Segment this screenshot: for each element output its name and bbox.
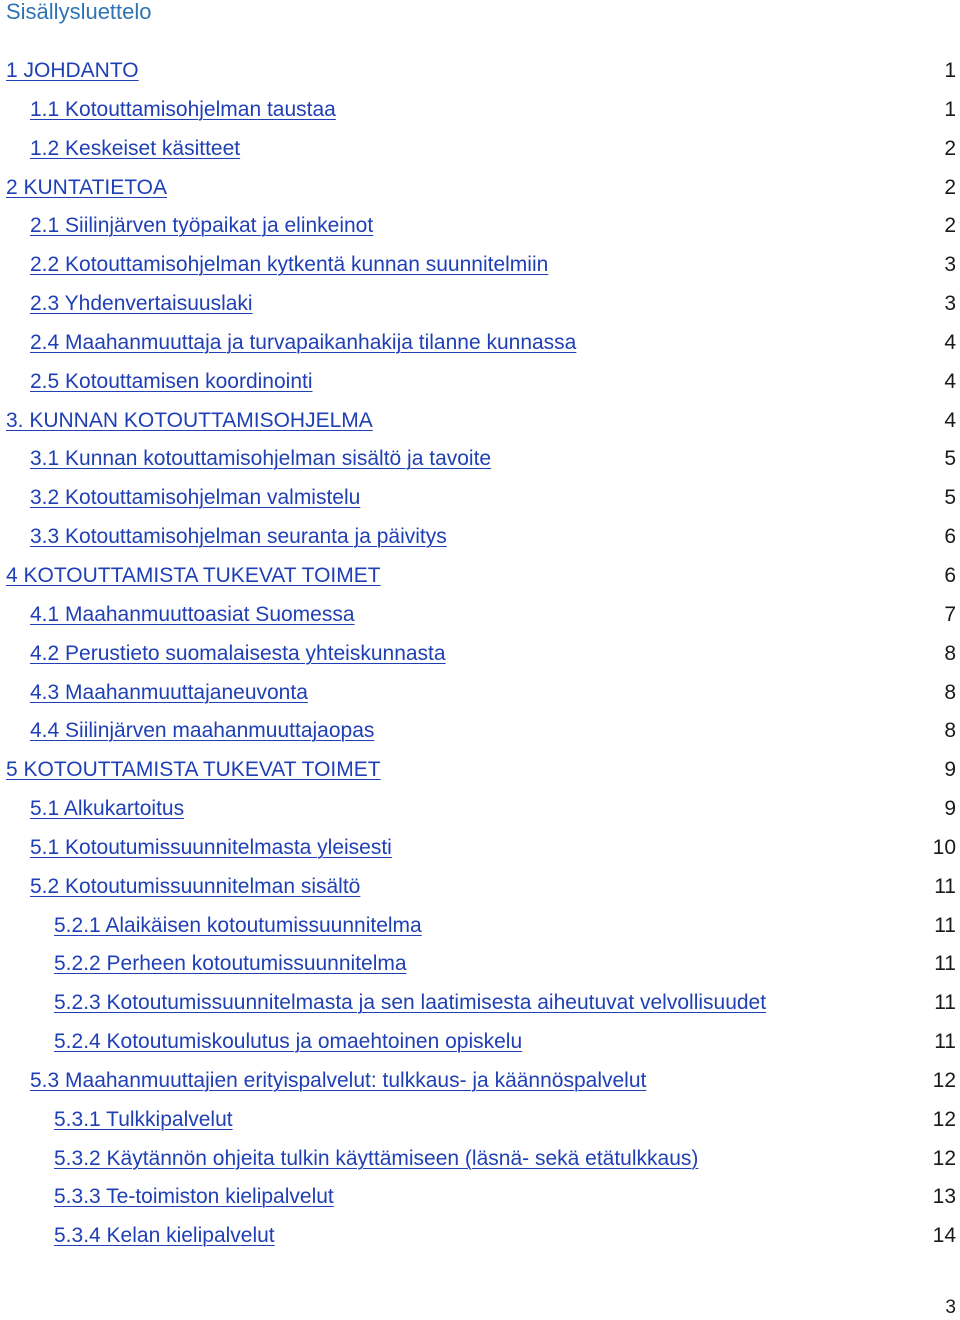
toc-entry [0, 169, 960, 208]
toc-entry-page-number: 12 [932, 1068, 956, 1092]
toc-entry [0, 674, 960, 713]
toc-entry-page-number: 11 [934, 991, 956, 1015]
toc-entry-page-number: 1 [944, 97, 956, 121]
toc-entry-page-number: 8 [944, 719, 956, 743]
toc-entry [0, 1178, 960, 1217]
toc-entry-page-number: 9 [944, 758, 956, 782]
toc-entry [0, 440, 960, 479]
toc-entry-link[interactable]: 4 KOTOUTTAMISTA TUKEVAT TOIMET [6, 563, 381, 587]
toc-entry-link[interactable]: 3.3 Kotouttamisohjelman seuranta ja päivitys [30, 525, 447, 549]
toc-entry-link[interactable]: 2.1 Siilinjärven työpaikat ja elinkeinot [30, 214, 374, 238]
toc-entry [0, 91, 960, 130]
toc-entry-link[interactable]: 3.2 Kotouttamisohjelman valmistelu [30, 486, 361, 510]
toc-entry-page-number: 4 [944, 330, 956, 354]
toc-entry-link[interactable]: 5.1 Kotoutumissuunnitelmasta yleisesti [30, 835, 392, 859]
toc-entry-page-number: 2 [944, 136, 956, 160]
toc-entry-link[interactable]: 5.3.1 Tulkkipalvelut [54, 1107, 233, 1131]
toc-entry [0, 324, 960, 363]
toc-entry [0, 557, 960, 596]
toc-entry [0, 596, 960, 635]
toc-entry-link[interactable]: 4.3 Maahanmuuttajaneuvonta [30, 680, 308, 704]
toc-entry [0, 635, 960, 674]
toc-heading: Sisällysluettelo [6, 0, 152, 24]
toc-entry-link[interactable]: 5.1 Alkukartoitus [30, 797, 185, 821]
toc-entry [0, 712, 960, 751]
toc-entry-link[interactable]: 2.3 Yhdenvertaisuuslaki [30, 292, 253, 316]
toc-entry [0, 130, 960, 169]
toc-entry-page-number: 13 [932, 1185, 956, 1209]
toc-entry-link[interactable]: 5.2.4 Kotoutumiskoulutus ja omaehtoinen opiskelu [54, 1030, 523, 1054]
table-of-contents [0, 52, 960, 1256]
toc-entry-page-number: 10 [932, 835, 956, 859]
toc-entry-link[interactable]: 5 KOTOUTTAMISTA TUKEVAT TOIMET [6, 758, 381, 782]
toc-entry [0, 246, 960, 285]
toc-entry [0, 751, 960, 790]
toc-entry-page-number: 4 [944, 408, 956, 432]
toc-entry [0, 1062, 960, 1101]
toc-entry-link[interactable]: 4.2 Perustieto suomalaisesta yhteiskunnasta [30, 641, 446, 665]
toc-entry-page-number: 5 [944, 447, 956, 471]
toc-entry-link[interactable]: 5.3.4 Kelan kielipalvelut [54, 1224, 275, 1248]
toc-entry-page-number: 6 [944, 563, 956, 587]
toc-entry-link[interactable]: 1 JOHDANTO [6, 59, 139, 82]
toc-entry-page-number: 7 [944, 602, 956, 626]
toc-entry-link[interactable]: 1.2 Keskeiset käsitteet [30, 136, 241, 160]
toc-entry-page-number: 11 [934, 952, 956, 976]
toc-entry [0, 829, 960, 868]
toc-entry [0, 402, 960, 441]
page-number: 3 [945, 1297, 956, 1318]
toc-entry-link[interactable]: 3.1 Kunnan kotouttamisohjelman sisältö ja tavoite [30, 447, 492, 471]
toc-entry-page-number: 14 [932, 1224, 956, 1248]
toc-entry [0, 907, 960, 946]
toc-entry [0, 518, 960, 557]
toc-entry-page-number: 1 [944, 59, 956, 82]
toc-entry-link[interactable]: 4.4 Siilinjärven maahanmuuttajaopas [30, 719, 375, 743]
toc-entry-link[interactable]: 5.2.2 Perheen kotoutumissuunnitelma [54, 952, 407, 976]
toc-entry-page-number: 2 [944, 175, 956, 199]
toc-entry-link[interactable]: 4.1 Maahanmuuttoasiat Suomessa [30, 602, 355, 626]
toc-entry-page-number: 6 [944, 525, 956, 549]
toc-entry [0, 1140, 960, 1179]
toc-entry [0, 868, 960, 907]
toc-entry [0, 207, 960, 246]
toc-entry [0, 52, 960, 91]
toc-entry [0, 945, 960, 984]
toc-entry [0, 479, 960, 518]
toc-entry-page-number: 3 [944, 253, 956, 277]
toc-entry [0, 363, 960, 402]
toc-entry-link[interactable]: 5.2.1 Alaikäisen kotoutumissuunnitelma [54, 913, 422, 937]
toc-entry-page-number: 11 [934, 1030, 956, 1054]
toc-entry-link[interactable]: 5.3.3 Te-toimiston kielipalvelut [54, 1185, 334, 1209]
toc-entry-link[interactable]: 5.2.3 Kotoutumissuunnitelmasta ja sen laatimisesta aiheutuvat velvollisuudet [54, 991, 767, 1015]
toc-entry-link[interactable]: 3. KUNNAN KOTOUTTAMISOHJELMA [6, 408, 373, 432]
toc-entry-link[interactable]: 5.3 Maahanmuuttajien erityispalvelut: tulkkaus- ja käännöspalvelut [30, 1068, 647, 1092]
toc-entry-page-number: 3 [944, 292, 956, 316]
toc-entry-page-number: 8 [944, 641, 956, 665]
toc-entry-link[interactable]: 5.3.2 Käytännön ohjeita tulkin käyttämiseen (läsnä- sekä etätulkkaus) [54, 1146, 699, 1170]
toc-entry [0, 1023, 960, 1062]
toc-entry-page-number: 4 [944, 369, 956, 393]
toc-entry-page-number: 2 [944, 214, 956, 238]
toc-entry [0, 790, 960, 829]
toc-entry-link[interactable]: 2.5 Kotouttamisen koordinointi [30, 369, 313, 393]
toc-entry-page-number: 11 [934, 913, 956, 937]
toc-entry-link[interactable]: 2 KUNTATIETOA [6, 175, 168, 199]
toc-entry-link[interactable]: 1.1 Kotouttamisohjelman taustaa [30, 97, 336, 121]
toc-entry [0, 984, 960, 1023]
toc-entry-link[interactable]: 2.2 Kotouttamisohjelman kytkentä kunnan suunnitelmiin [30, 253, 549, 277]
toc-entry [0, 1101, 960, 1140]
toc-entry-page-number: 9 [944, 797, 956, 821]
toc-entry-page-number: 5 [944, 486, 956, 510]
toc-entry-link[interactable]: 5.2 Kotoutumissuunnitelman sisältö [30, 874, 361, 898]
toc-entry-page-number: 11 [934, 874, 956, 898]
toc-entry-page-number: 12 [932, 1107, 956, 1131]
toc-entry-link[interactable]: 2.4 Maahanmuuttaja ja turvapaikanhakija tilanne kunnassa [30, 330, 577, 354]
toc-entry [0, 285, 960, 324]
toc-entry-page-number: 12 [932, 1146, 956, 1170]
toc-entry-page-number: 8 [944, 680, 956, 704]
toc-entry [0, 1217, 960, 1256]
